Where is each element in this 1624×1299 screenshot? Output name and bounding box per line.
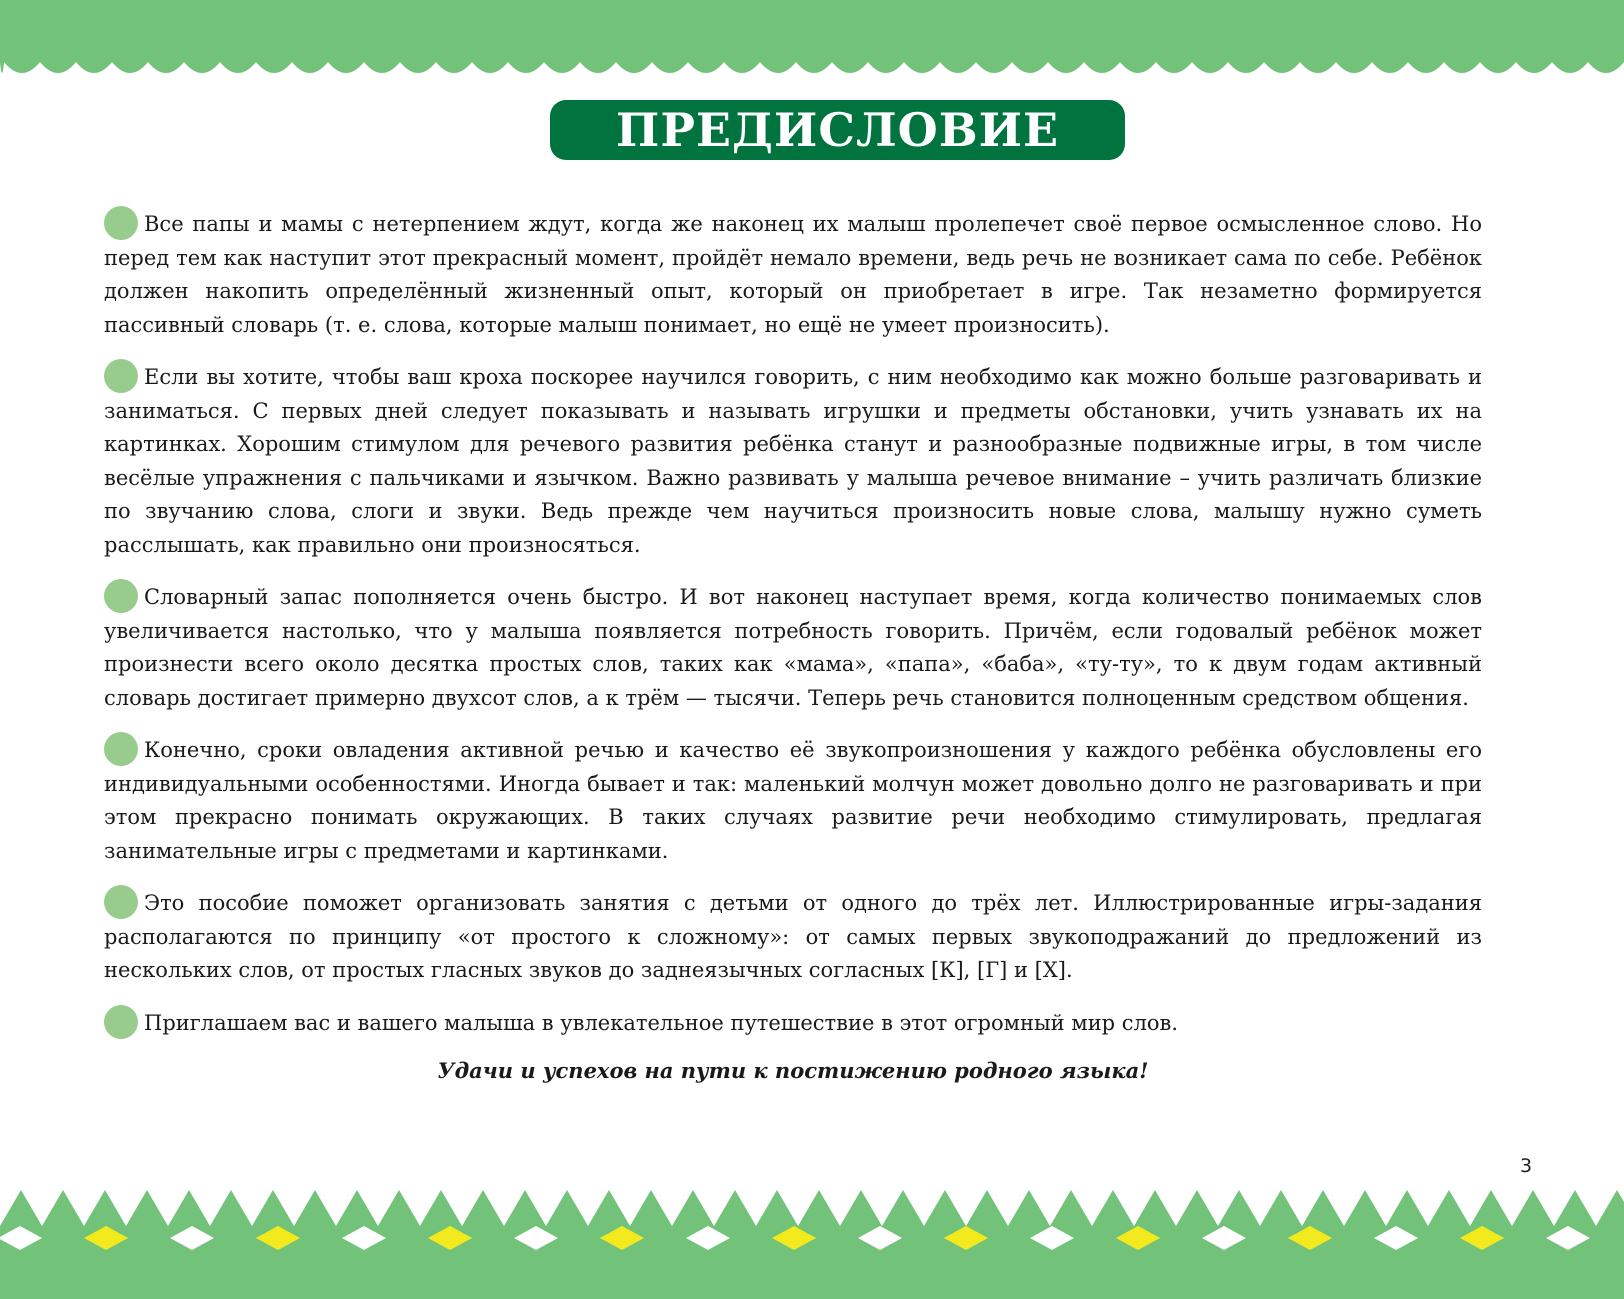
paragraph-6 (104, 1005, 1482, 1041)
bullet-circle-icon (104, 579, 138, 613)
bottom-zigzag-border (0, 1190, 1624, 1299)
bullet-circle-icon (104, 206, 138, 240)
preface-content (104, 206, 1482, 1083)
top-wave-border (0, 0, 1624, 90)
bullet-circle-icon (104, 732, 138, 766)
page-number: 3 (1520, 1155, 1533, 1177)
paragraph-text: Словарный запас пополняется очень быстро. И вот наконец наступает время, когда количество понимаемых слов увеличивается настолько, что у малыша появляется потребность говорить. Причём, если годовалый ребёнок может произнести всего около десятка простых слов, таких как «мама», «папа», «баба», «ту-ту», то к двум годам активный словарь достигает примерно двухсот слов, а к трём — тысячи. Теперь речь становится полноценным средством общения. (104, 585, 1482, 710)
paragraph-text: Это пособие поможет организовать занятия с детьми от одного до трёх лет. Иллюстрированные игры-задания располагаются по принципу «от простого к сложному»: от самых первых звукоподражаний до предложений из нескольких слов, от простых гласных звуков до заднеязычных согласных [К], [Г] и [Х]. (104, 891, 1482, 982)
paragraph-4 (104, 732, 1482, 868)
bullet-circle-icon (104, 359, 138, 393)
closing-wish: Удачи и успехов на пути к постижению родного языка! (437, 1058, 1149, 1083)
paragraph-1 (104, 206, 1482, 342)
bullet-circle-icon (104, 1005, 138, 1039)
paragraph-3 (104, 579, 1482, 715)
paragraph-text: Приглашаем вас и вашего малыша в увлекательное путешествие в этот огромный мир слов. (144, 1010, 1179, 1035)
paragraph-text: Конечно, сроки овладения активной речью и качество её звукопроизношения у каждого ребёнка обусловлены его индивидуальными особенностями. Иногда бывает и так: маленький молчун может довольно долго не разговаривать и при этом прекрасно понимать окружающих. В таких случаях развитие речи необходимо стимулировать, предлагая занимательные игры с предметами и картинками. (104, 738, 1482, 863)
paragraph-text: Все папы и мамы с нетерпением ждут, когда же наконец их малыш пролепечет своё первое осмысленное слово. Но перед тем как наступит этот прекрасный момент, пройдёт немало времени, ведь речь не возникает сама по себе. Ребёнок должен накопить определённый жизненный опыт, который он приобретает в игре. Так незаметно формируется пассивный словарь (т. е. слова, которые малыш понимает, но ещё не умеет произносить). (104, 212, 1482, 337)
page-title: ПРЕДИСЛОВИЕ (615, 103, 1060, 157)
title-banner (550, 100, 1125, 160)
bullet-circle-icon (104, 885, 138, 919)
paragraph-2 (104, 359, 1482, 562)
paragraph-5 (104, 885, 1482, 988)
paragraph-text: Если вы хотите, чтобы ваш кроха поскорее научился говорить, с ним необходимо как можно больше разговаривать и заниматься. С первых дней следует показывать и называть игрушки и предметы обстановки, учить узнавать их на картинках. Хорошим стимулом для речевого развития ребёнка станут и разнообразные подвижные игры, в том числе весёлые упражнения с пальчиками и язычком. Важно развивать у малыша речевое внимание – учить различать близкие по звучанию слова, слоги и звуки. Ведь прежде чем научиться произносить новые слова, малышу нужно суметь расслышать, как правильно они произносяться. (104, 365, 1482, 557)
